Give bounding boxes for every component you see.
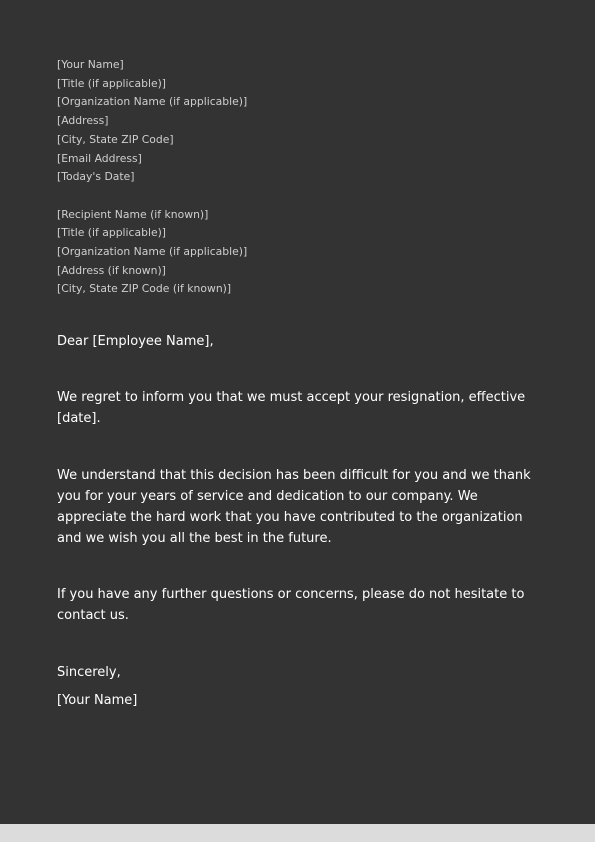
recipient-title: [Title (if applicable)] [57, 226, 167, 240]
closing: Sincerely, [57, 665, 121, 681]
body-paragraph: If you have any further questions or concerns, please do not hesitate to contact us. [57, 587, 525, 624]
page-bottom-edge [0, 824, 595, 842]
sender-address: [Address] [57, 114, 109, 128]
sender-block [57, 56, 547, 187]
letter-date: [Today's Date] [57, 170, 135, 184]
recipient-name: [Recipient Name (if known)] [57, 207, 209, 221]
recipient-organization: [Organization Name (if applicable)] [57, 245, 248, 259]
body-paragraph: We understand that this decision has been difficult for you and we thank you for your years of service and dedication to our company. We appreciate the hard work that you have contributed to the organization and we wish you all the best in the future. [57, 468, 531, 547]
letter-content [57, 56, 547, 711]
body-paragraph: We regret to inform you that we must accept your resignation, effective [date]. [57, 390, 526, 427]
recipient-block [57, 206, 547, 300]
recipient-city-state-zip: [City, State ZIP Code (if known)] [57, 282, 232, 296]
salutation: Dear [Employee Name], [57, 334, 214, 350]
sender-name: [Your Name] [57, 58, 124, 71]
sender-city-state-zip: [City, State ZIP Code] [57, 132, 174, 146]
signature: [Your Name] [57, 693, 138, 709]
sender-title: [Title (if applicable)] [57, 76, 167, 90]
recipient-address: [Address (if known)] [57, 263, 166, 277]
sender-email: [Email Address] [57, 151, 142, 165]
sender-organization: [Organization Name (if applicable)] [57, 95, 248, 109]
